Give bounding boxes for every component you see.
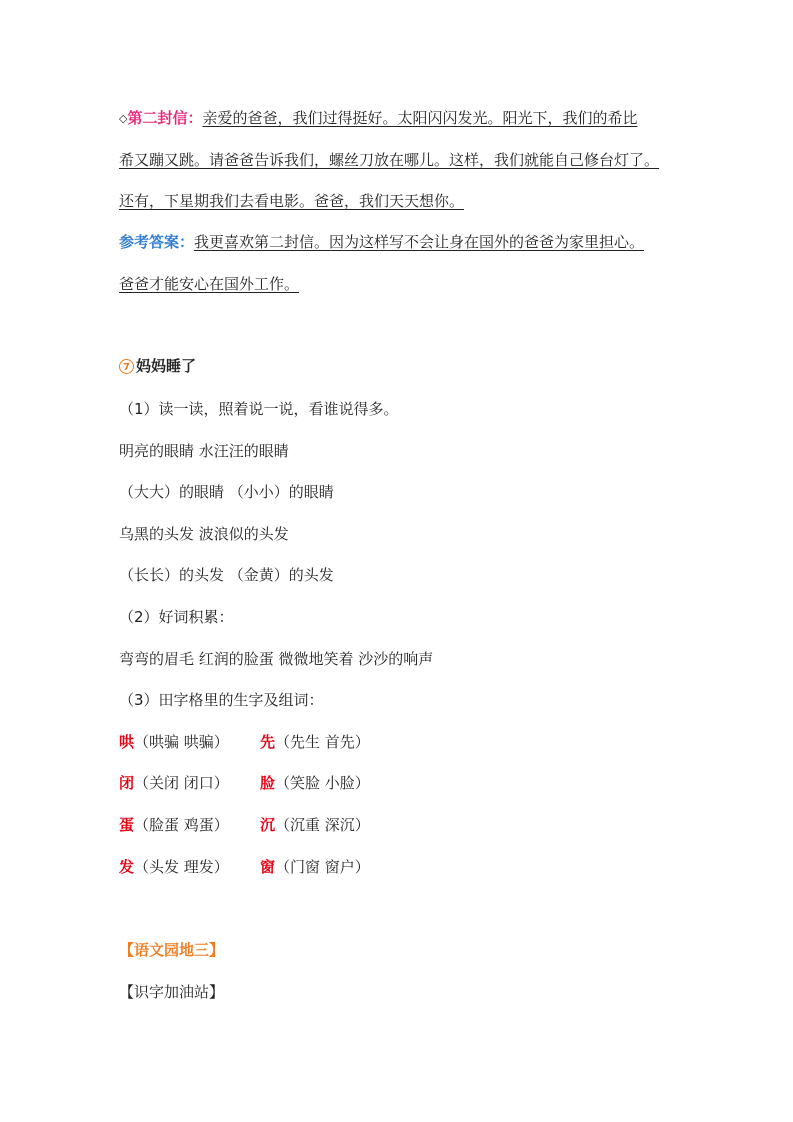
section-subtitle: 【识字加油站】 (119, 983, 225, 1001)
letter2-line-3: 还有，下星期我们去看电影。爸爸，我们天天想你。 (119, 192, 465, 210)
char-left: 发 (119, 858, 135, 876)
words-left: （哄骗 哄骗） (134, 733, 229, 751)
char-left: 哄 (119, 733, 135, 751)
answer-line-2: 爸爸才能安心在国外工作。 (119, 275, 300, 293)
letter2-text-1: 亲爱的爸爸，我们过得挺好。太阳闪闪发光。阳光下，我们的希比 (202, 109, 638, 127)
phrase-row-1: 明亮的眼睛 水汪汪的眼睛 (119, 442, 289, 460)
letter2-label: 第二封信： (127, 109, 203, 127)
char-right: 窗 (260, 858, 276, 876)
question-3: （3）田字格里的生字及组词： (119, 691, 324, 709)
phrase-row-2: （大大）的眼睛 （小小）的眼睛 (119, 483, 334, 501)
answer-label: 参考答案： (119, 233, 195, 251)
question-1: （1）读一读，照着说一说，看谁说得多。 (119, 400, 399, 418)
lesson-heading (119, 356, 196, 376)
char-row (119, 732, 519, 752)
letter2-line-1 (119, 108, 638, 129)
char-right: 先 (260, 733, 276, 751)
char-left: 蛋 (119, 816, 135, 834)
words-left: （关闭 闭口） (134, 774, 229, 792)
phrase-row-4: （长长）的头发 （金黄）的头发 (119, 566, 334, 584)
words-right: （先生 首先） (275, 733, 370, 751)
circled-number-icon: 7 (119, 359, 134, 374)
phrase-row-3: 乌黑的头发 波浪似的头发 (119, 525, 289, 543)
words-left: （脸蛋 鸡蛋） (134, 816, 229, 834)
good-words: 弯弯的眉毛 红润的脸蛋 微微地笑着 沙沙的响声 (119, 650, 434, 668)
char-left: 闭 (119, 774, 135, 792)
letter2-line-2: 希又蹦又跳。请爸爸告诉我们，螺丝刀放在哪儿。这样，我们就能自己修台灯了。 (119, 151, 660, 169)
question-2: （2）好词积累： (119, 608, 234, 626)
words-right: （门窗 窗户） (275, 858, 370, 876)
words-left: （头发 理发） (134, 858, 229, 876)
char-row (119, 857, 519, 877)
char-row (119, 773, 519, 793)
lesson-title: 妈妈睡了 (136, 357, 197, 375)
words-right: （笑脸 小脸） (275, 774, 370, 792)
words-right: （沉重 深沉） (275, 816, 370, 834)
char-right: 沉 (260, 816, 276, 834)
char-row (119, 815, 519, 835)
char-right: 脸 (260, 774, 276, 792)
answer-line-1 (119, 232, 644, 252)
section-title: 【语文园地三】 (119, 941, 225, 959)
diamond-icon: ◇ (119, 112, 128, 125)
answer-text-1: 我更喜欢第二封信。因为这样写不会让身在国外的爸爸为家里担心。 (194, 233, 645, 251)
